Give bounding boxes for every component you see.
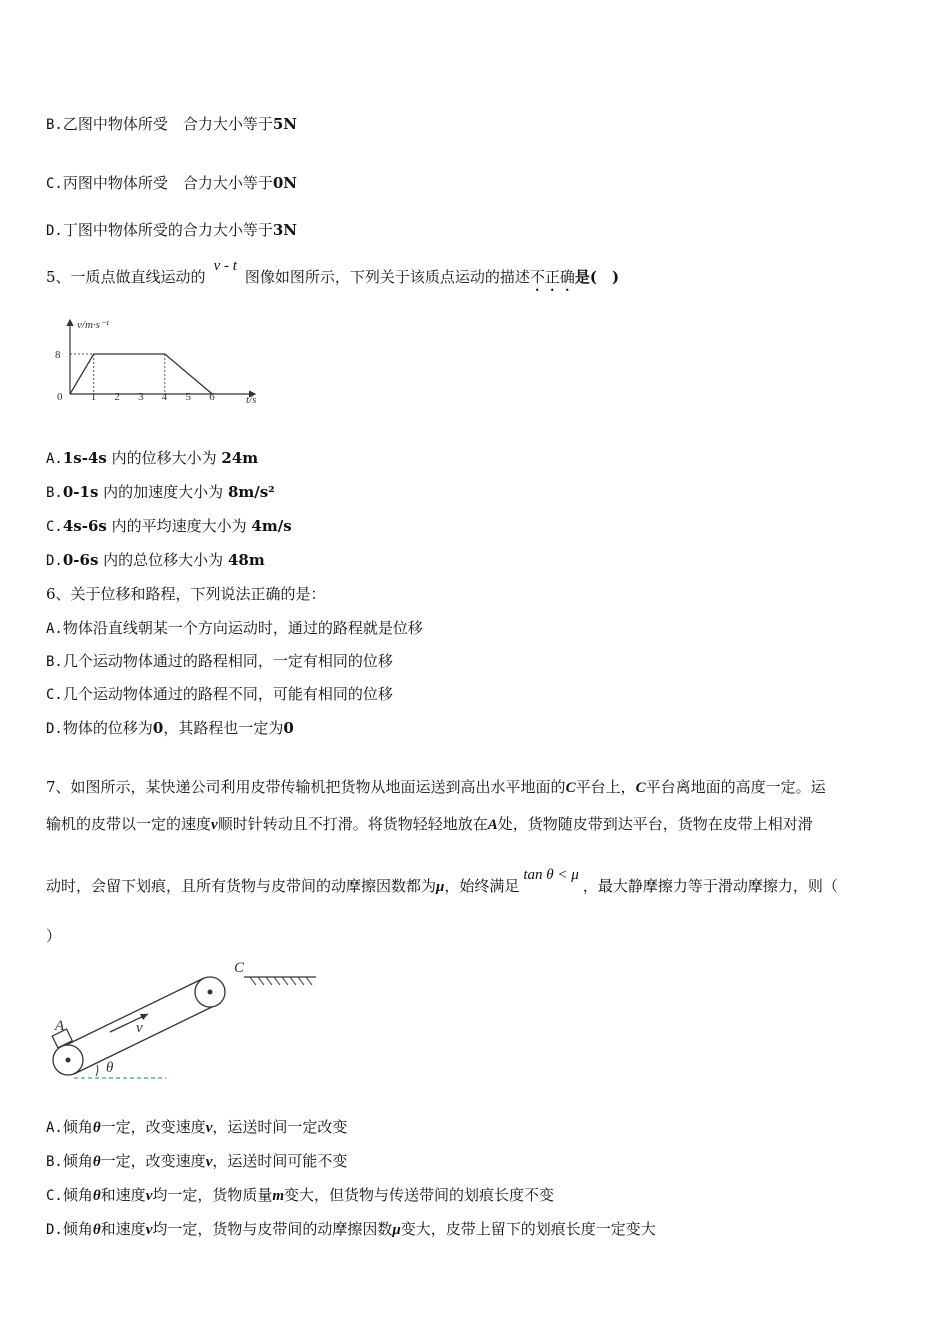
option-part-b: 内的位移大小为 <box>106 449 222 467</box>
q7-text: 输机的皮带以一定的速度 <box>46 815 212 833</box>
option-part: 均一定，货物与皮带间的动摩擦因数 <box>152 1220 393 1238</box>
option-text: 几个运动物体通过的路程相同，一定有相同的位移 <box>62 652 393 670</box>
label-v: v <box>136 1020 143 1036</box>
option-part: 一定，改变速度 <box>100 1152 206 1170</box>
option-part-a: 0-1s <box>62 483 99 501</box>
option-var: v <box>205 1120 213 1136</box>
option-prefix: D. <box>46 553 63 569</box>
option-part: 倾角 <box>62 1220 93 1238</box>
q6-option-d <box>46 718 294 739</box>
q5-stem-end: 是( ) <box>574 268 620 286</box>
q7-var-c: C <box>635 780 646 796</box>
option-prefix: D. <box>46 1222 63 1238</box>
q5-stem-before: 一质点做直线运动的 <box>70 268 206 286</box>
q5-stem <box>46 258 620 295</box>
option-var: θ <box>92 1188 101 1204</box>
x-axis-label: t/s <box>246 394 257 406</box>
option-prefix: B. <box>46 117 63 133</box>
option-part: ，运送时间一定改变 <box>212 1118 348 1136</box>
option-prefix: B. <box>46 1154 63 1170</box>
option-var: θ <box>92 1222 101 1238</box>
q7-var-v: v <box>211 817 218 833</box>
q7-stem-line2 <box>46 814 813 835</box>
q7-text: ，最大静摩擦力等于滑动摩擦力，则（ <box>582 877 838 895</box>
x-tick-label: 1 <box>90 391 97 403</box>
q7-text: 平台上， <box>575 778 636 796</box>
prev-option-b <box>46 114 297 135</box>
option-prefix: A. <box>46 621 63 637</box>
q7-text: 动时，会留下划痕，且所有货物与皮带间的动摩擦因数都为 <box>46 877 437 895</box>
conveyor-diagram <box>44 952 324 1087</box>
q5-option-a <box>46 448 258 469</box>
label-c: C <box>234 960 245 976</box>
q5-option-d <box>46 550 265 571</box>
q7-stem-line1 <box>46 777 826 798</box>
option-var: v <box>145 1188 153 1204</box>
option-text: 丁图中物体所受的合力大小等于 <box>62 221 273 239</box>
x-tick-label: 5 <box>185 391 191 403</box>
option-value: 3N <box>272 221 298 239</box>
q7-stem-line4: ） <box>46 927 62 945</box>
label-theta: θ <box>106 1060 114 1076</box>
y-tick-8: 8 <box>55 349 61 361</box>
prev-option-d <box>46 220 297 241</box>
option-prefix: D. <box>46 721 63 737</box>
option-value: 0N <box>272 174 298 192</box>
q7-stem-line3 <box>46 867 838 897</box>
option-var: v <box>205 1154 213 1170</box>
q6-option-a <box>46 618 423 639</box>
x-tick-label: 2 <box>114 391 120 403</box>
q7-condition: tan θ < μ <box>523 867 579 883</box>
option-prefix: B. <box>46 654 63 670</box>
option-prefix: C. <box>46 687 63 703</box>
label-a: A <box>55 1018 65 1034</box>
origin-label: 0 <box>57 391 63 403</box>
option-prefix: B. <box>46 485 63 501</box>
option-prefix: A. <box>46 1120 63 1136</box>
option-part: 倾角 <box>62 1186 93 1204</box>
q5-option-c <box>46 516 292 537</box>
option-var: μ <box>392 1222 401 1238</box>
option-part: 变大，但货物与传送带间的划痕长度不变 <box>284 1186 555 1204</box>
option-part-c: 8m/s² <box>227 483 275 501</box>
q5-option-b <box>46 482 275 503</box>
q7-option-c <box>46 1185 554 1206</box>
option-prefix: C. <box>46 176 63 192</box>
vt-line <box>70 354 212 394</box>
x-tick-label: 4 <box>161 391 168 403</box>
q7-text: 平台离地面的高度一定。运 <box>645 778 826 796</box>
option-part-c: 24m <box>221 449 259 467</box>
q5-number: 5、 <box>46 268 71 286</box>
option-part-b: 内的平均速度大小为 <box>106 517 252 535</box>
option-part: 一定，改变速度 <box>100 1118 206 1136</box>
option-part: 变大，皮带上留下的划痕长度一定变大 <box>400 1220 656 1238</box>
option-prefix: C. <box>46 519 63 535</box>
q7-text: 7、如图所示，某快递公司利用皮带传输机把货物从地面运送到高出水平地面的 <box>46 778 566 796</box>
option-var: m <box>272 1188 285 1204</box>
q5-emphasis: 不正确 <box>529 268 575 286</box>
option-part-a: 4s-6s <box>62 517 107 535</box>
option-var: v <box>145 1222 153 1238</box>
y-axis-label: v/m·s⁻¹ <box>77 319 110 331</box>
option-part: 和速度 <box>100 1186 146 1204</box>
option-prefix: A. <box>46 451 63 467</box>
option-text: 物体的位移为 <box>62 719 153 737</box>
prev-option-c <box>46 173 297 194</box>
q5-vt-graph <box>50 312 280 412</box>
option-value2: 0 <box>283 719 294 737</box>
q5-stem-after: 图像如图所示，下列关于该质点运动的描述 <box>244 268 530 286</box>
option-part-b: 内的加速度大小为 <box>98 483 228 501</box>
q7-text: ，始终满足 <box>444 877 520 895</box>
option-var: θ <box>92 1120 101 1136</box>
option-prefix: C. <box>46 1188 63 1204</box>
q5-vt-label: v - t <box>213 258 237 274</box>
x-tick-label: 3 <box>138 391 144 403</box>
q7-option-b <box>46 1151 347 1172</box>
option-part: 均一定，货物质量 <box>152 1186 273 1204</box>
q7-var-c: C <box>565 780 576 796</box>
option-part: 倾角 <box>62 1152 93 1170</box>
option-part-c: 4m/s <box>251 517 292 535</box>
option-part-a: 0-6s <box>62 551 99 569</box>
x-tick-label: 6 <box>209 391 215 403</box>
q7-option-d <box>46 1219 656 1240</box>
option-part-c: 48m <box>227 551 265 569</box>
option-part: 和速度 <box>100 1220 146 1238</box>
option-text: 物体沿直线朝某一个方向运动时，通过的路程就是位移 <box>62 619 423 637</box>
q6-option-b <box>46 651 393 672</box>
option-value: 0 <box>152 719 164 737</box>
q7-text: 处，货物随皮带到达平台，货物在皮带上相对滑 <box>497 815 813 833</box>
option-part: 倾角 <box>62 1118 93 1136</box>
option-prefix: D. <box>46 223 63 239</box>
q6-option-c <box>46 684 393 705</box>
q6-stem: 6、关于位移和路程，下列说法正确的是： <box>46 585 326 603</box>
q7-var-mu: μ <box>436 879 445 895</box>
option-part-b: 内的总位移大小为 <box>98 551 228 569</box>
q7-var-a: A <box>487 817 498 833</box>
option-var: θ <box>92 1154 101 1170</box>
option-value: 5N <box>272 115 298 133</box>
option-part: ，运送时间可能不变 <box>212 1152 348 1170</box>
q7-option-a <box>46 1117 347 1138</box>
option-text: 乙图中物体所受 合力大小等于 <box>62 115 273 133</box>
option-text: 几个运动物体通过的路程不同，可能有相同的位移 <box>62 685 393 703</box>
option-text: 丙图中物体所受 合力大小等于 <box>62 174 273 192</box>
option-text2: ，其路程也一定为 <box>163 719 284 737</box>
q7-text: 顺时针转动且不打滑。将货物轻轻地放在 <box>217 815 488 833</box>
option-part-a: 1s-4s <box>62 449 107 467</box>
